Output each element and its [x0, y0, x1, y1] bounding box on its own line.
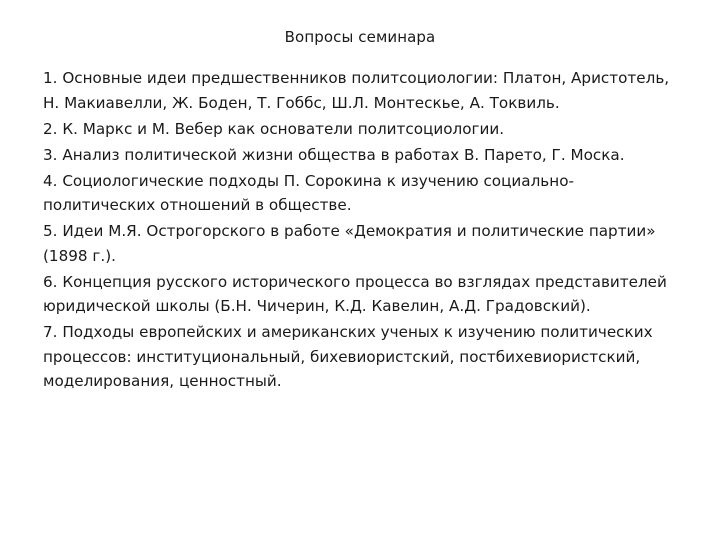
question-item-7: 7. Подходы европейских и американских ученых к изучению политических процессов: институциональный, бихевиористский, постбихевиористский, моделирования, ценностный. [43, 323, 653, 390]
question-item-3: 3. Анализ политической жизни общества в работах В. Парето, Г. Моска. [43, 145, 625, 164]
question-item-2: 2. К. Маркс и М. Вебер как основатели политсоциологии. [43, 119, 505, 138]
question-item-5: 5. Идеи М.Я. Острогорского в работе «Демократия и политические партии» (1898 г.). [43, 222, 656, 265]
question-item-1: 1. Основные идеи предшественников политсоциологии: Платон, Аристотель, Н. Макиавелли, Ж. Боден, Т. Гоббс, Ш.Л. Монтескье, А. Токвиль. [43, 69, 670, 112]
slide-title: Вопросы семинара [284, 28, 436, 46]
question-item-4: 4. Социологические подходы П. Сорокина к изучению социально-политических отношений в обществе. [43, 171, 574, 214]
questions-list [43, 66, 683, 395]
question-item-6: 6. Концепция русского исторического процесса во взглядах представителей юридической школы (Б.Н. Чичерин, К.Д. Кавелин, А.Д. Градовский). [43, 272, 667, 315]
